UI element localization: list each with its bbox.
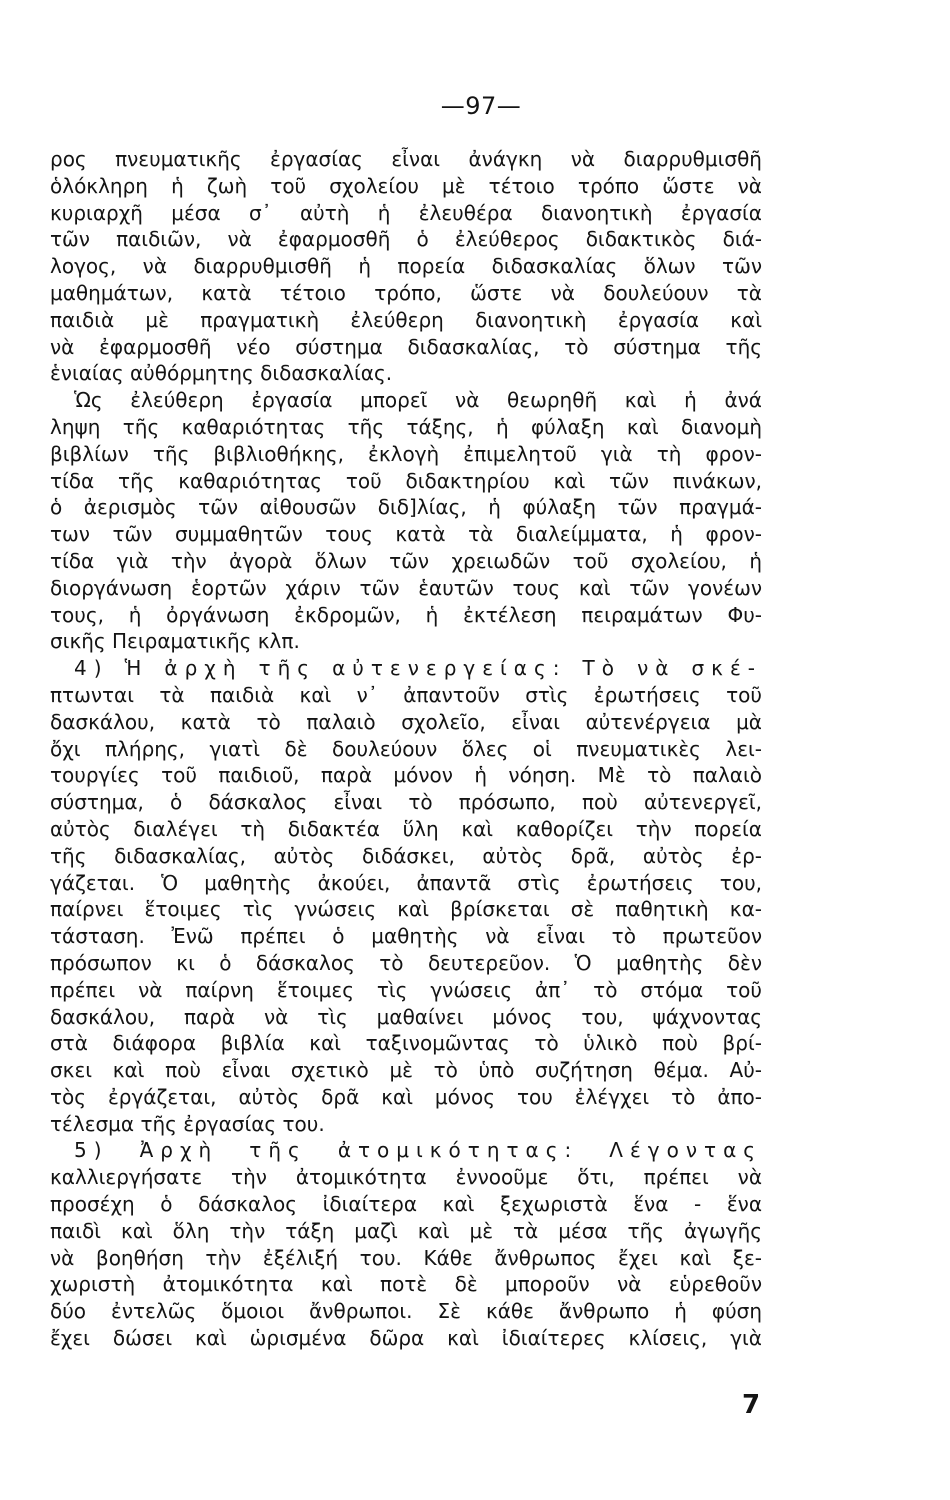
text-line: 5) Ἀρχὴ τῆς ἀτομικότητας: Λέγοντας xyxy=(74,1138,762,1163)
text-line: των τῶν συμμαθητῶν τους κατὰ τὰ διαλείμματα, ἡ φρον- xyxy=(50,522,762,547)
text-line: μαθημάτων, κατὰ τέτοιο τρόπο, ὥστε νὰ δουλεύουν τὰ xyxy=(50,280,762,305)
text-line: στὰ διάφορα βιβλία καὶ ταξινομῶντας τὸ ὑλικὸ ποὺ βρί- xyxy=(50,1031,762,1056)
text-line: κυριαρχῆ μέσα σ᾽ αὐτὴ ἡ ἐλευθέρα διανοητικὴ ἐργασία xyxy=(50,200,762,225)
text-line: νὰ ἐφαρμοσθῆ νέο σύστημα διδασκαλίας, τὸ σύστημα τῆς xyxy=(50,334,762,359)
text-line: προσέχη ὁ δάσκαλος ἰδιαίτερα καὶ ξεχωριστὰ ἕνα - ἕνα xyxy=(50,1192,762,1217)
text-line: νὰ βοηθήση τὴν ἐξέλιξή του. Κάθε ἄνθρωπος ἔχει καὶ ξε- xyxy=(50,1245,762,1270)
text-line: λογος, νὰ διαρρυθμισθῆ ἡ πορεία διδασκαλίας ὅλων τῶν xyxy=(50,254,762,279)
text-line: σικῆς Πειραματικῆς κλπ. xyxy=(50,629,300,654)
text-line: αὐτὸς διαλέγει τὴ διδακτέα ὕλη καὶ καθορίζει τὴν πορεία xyxy=(50,816,762,841)
text-line: τὸς ἐργάζεται, αὐτὸς δρᾶ καὶ μόνος του ἐλέγχει τὸ ἀπο- xyxy=(50,1084,762,1109)
body-text xyxy=(50,146,762,1352)
text-line: τίδα γιὰ τὴν ἀγορὰ ὅλων τῶν χρειωδῶν τοῦ σχολείου, ἡ xyxy=(50,548,762,573)
text-line: ληψη τῆς καθαριότητας τῆς τάξης, ἡ φύλαξη καὶ διανομὴ xyxy=(50,414,762,439)
text-line: ρος πνευματικῆς ἐργασίας εἶναι ἀνάγκη νὰ διαρρυθμισθῆ xyxy=(50,147,762,171)
text-line: τους, ἡ ὀργάνωση ἐκδρομῶν, ἡ ἐκτέλεση πειραμάτων Φυ- xyxy=(50,602,762,627)
text-line: πρέπει νὰ παίρνη ἕτοιμες τὶς γνώσεις ἀπ᾽ τὸ στόμα τοῦ xyxy=(50,977,762,1002)
text-line: σύστημα, ὁ δάσκαλος εἶναι τὸ πρόσωπο, ποὺ αὐτενεργεῖ, xyxy=(50,790,762,815)
text-line: σκει καὶ ποὺ εἶναι σχετικὸ μὲ τὸ ὑπὸ συζήτηση θέμα. Αὐ- xyxy=(50,1058,762,1083)
text-line: παιδὶ καὶ ὅλη τὴν τάξη μαζὶ καὶ μὲ τὰ μέσα τῆς ἀγωγῆς xyxy=(50,1218,762,1243)
text-line: τάσταση. Ἐνῶ πρέπει ὁ μαθητὴς νὰ εἶναι τὸ πρωτεῦον xyxy=(50,924,762,949)
text-line: τῶν παιδιῶν, νὰ ἐφαρμοσθῆ ὁ ἐλεύθερος διδακτικὸς διά- xyxy=(50,227,762,252)
text-line: δασκάλου, κατὰ τὸ παλαιὸ σχολεῖο, εἶναι αὐτενέργεια μὰ xyxy=(50,709,762,734)
text-line: βιβλίων τῆς βιβλιοθήκης, ἐκλογὴ ἐπιμελητοῦ γιὰ τὴ φρον- xyxy=(50,441,762,466)
text-line: ὁλόκληρη ἡ ζωὴ τοῦ σχολείου μὲ τέτοιο τρόπο ὥστε νὰ xyxy=(50,173,762,198)
text-line: καλλιεργήσατε τὴν ἀτομικότητα ἐννοοῦμε ὅτι, πρέπει νὰ xyxy=(50,1165,762,1190)
text-line: διοργάνωση ἑορτῶν χάριν τῶν ἑαυτῶν τους καὶ τῶν γονέων xyxy=(50,575,762,600)
text-line: τέλεσμα τῆς ἐργασίας του. xyxy=(50,1111,325,1136)
text-line: πρόσωπον κι ὁ δάσκαλος τὸ δευτερεῦον. Ὁ μαθητὴς δὲν xyxy=(50,950,762,975)
text-line: Ὡς ἐλεύθερη ἐργασία μπορεῖ νὰ θεωρηθῆ καὶ ἡ ἀνά xyxy=(74,388,762,413)
text-line: ἑνιαίας αὐθόρμητης διδασκαλίας. xyxy=(50,361,393,386)
text-line: ὄχι πλήρης, γιατὶ δὲ δουλεύουν ὅλες οἱ πνευματικὲς λει- xyxy=(50,736,762,761)
signature-mark: 7 xyxy=(742,1390,761,1420)
text-line: γάζεται. Ὁ μαθητὴς ἀκούει, ἀπαντᾶ στὶς ἐρωτήσεις του, xyxy=(50,870,762,895)
text-line: δασκάλου, παρὰ νὰ τὶς μαθαίνει μόνος του, ψάχνοντας xyxy=(50,1004,762,1029)
text-line: ὁ ἀερισμὸς τῶν αἰθουσῶν διδ]λίας, ἡ φύλαξη τῶν πραγμά- xyxy=(50,495,762,520)
text-line: τίδα τῆς καθαριότητας τοῦ διδακτηρίου καὶ τῶν πινάκων, xyxy=(50,468,762,493)
text-line: δύο ἐντελῶς ὅμοιοι ἄνθρωποι. Σὲ κάθε ἄνθρωπο ἡ φύση xyxy=(50,1299,762,1324)
text-line: τῆς διδασκαλίας, αὐτὸς διδάσκει, αὐτὸς δρᾶ, αὐτὸς ἐρ- xyxy=(50,843,762,868)
text-line: χωριστὴ ἀτομικότητα καὶ ποτὲ δὲ μποροῦν νὰ εὑρεθοῦν xyxy=(50,1272,762,1297)
text-line: παίρνει ἕτοιμες τὶς γνώσεις καὶ βρίσκεται σὲ παθητικὴ κα- xyxy=(50,897,762,922)
text-line: 4) Ἡ ἀρχὴ τῆς αὐτενεργείας: Τὸ νὰ σκέ- xyxy=(74,656,762,681)
page-number: —97— xyxy=(440,92,522,120)
text-line: πτωνται τὰ παιδιὰ καὶ ν᾽ ἀπαντοῦν στὶς ἐρωτήσεις τοῦ xyxy=(50,682,762,707)
text-line: παιδιὰ μὲ πραγματικὴ ἐλεύθερη διανοητικὴ ἐργασία καὶ xyxy=(50,307,762,332)
text-line: τουργίες τοῦ παιδιοῦ, παρὰ μόνον ἡ νόηση. Μὲ τὸ παλαιὸ xyxy=(50,763,762,788)
text-line: ἔχει δώσει καὶ ὡρισμένα δῶρα καὶ ἰδιαίτερες κλίσεις, γιὰ xyxy=(50,1326,762,1351)
